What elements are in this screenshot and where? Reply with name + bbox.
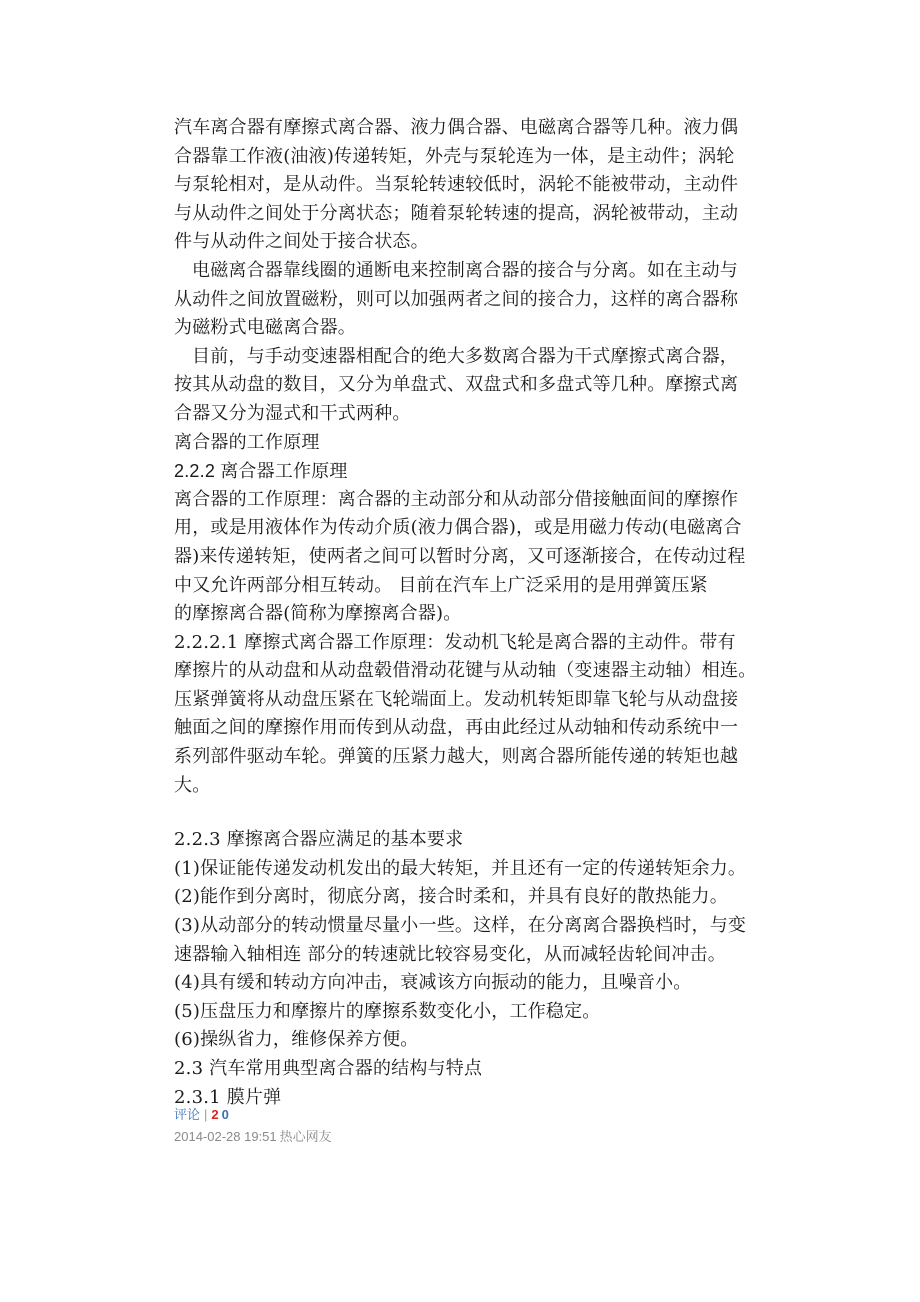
- text-line: 合器又分为湿式和干式两种。: [174, 402, 411, 424]
- post-meta: [174, 1126, 332, 1149]
- timestamp: 2014-02-28 19:51: [174, 1129, 277, 1144]
- requirement-item-3: [174, 912, 750, 969]
- paragraph-dry-friction: [174, 343, 750, 429]
- requirement-item-6: (6)操纵省力，维修保养方便。: [174, 1029, 419, 1051]
- section-heading: 离合器的工作原理: [174, 431, 320, 453]
- text-line: 按其从动盘的数目，又分为单盘式、双盘式和多盘式等几种。摩擦式离: [174, 374, 739, 396]
- text-line: 压紧弹簧将从动盘压紧在飞轮端面上。发动机转矩即靠飞轮与从动盘接: [174, 688, 739, 710]
- section-heading-2-2-2: 2.2.2 离合器工作原理: [174, 461, 348, 482]
- requirement-item-5: (5)压盘压力和摩擦片的摩擦系数变化小，工作稳定。: [174, 1000, 601, 1022]
- text-line: 从动件之间放置磁粉，则可以加强两者之间的接合力，这样的离合器称: [174, 288, 739, 310]
- text-line: 合器靠工作液(油液)传递转矩，外壳与泵轮连为一体，是主动件；涡轮: [174, 145, 735, 167]
- text-line: (3)从动部分的转动惯量尽量小一些。这样，在分离离合器换档时，与变: [174, 915, 747, 937]
- text-line: 中又允许两部分相互转动。 目前在汽车上广泛采用的是用弹簧压紧: [174, 574, 708, 596]
- section-heading-2-2-3: 2.2.3 摩擦离合器应满足的基本要求: [174, 829, 464, 851]
- requirement-item-1: (1)保证能传递发动机发出的最大转矩，并且还有一定的传递转矩余力。: [174, 857, 747, 879]
- text-line: 2.2.2.1 摩擦式离合器工作原理：发动机飞轮是离合器的主动件。带有: [174, 631, 736, 653]
- requirement-item-4: (4)具有缓和转动方向冲击，衰减该方向振动的能力，且噪音小。: [174, 972, 692, 994]
- requirement-item-2: (2)能作到分离时，彻底分离，接合时柔和，并具有良好的散热能力。: [174, 886, 728, 908]
- text-line: 为磁粉式电磁离合器。: [174, 317, 356, 339]
- paragraph-working-principle: [174, 486, 750, 629]
- text-line: 离合器的工作原理：离合器的主动部分和从动部分借接触面间的摩擦作: [174, 488, 739, 510]
- text-line: 与泵轮相对，是从动件。当泵轮转速较低时，涡轮不能被带动，主动件: [174, 174, 739, 196]
- text-line: 摩擦片的从动盘和从动盘毂借滑动花键与从动轴（变速器主动轴）相连。: [174, 660, 757, 682]
- author-name: 热心网友: [279, 1130, 332, 1145]
- text-line: 速器输入轴相连 部分的转速就比较容易变化，从而减轻齿轮间冲击。: [174, 943, 726, 965]
- text-line: 件与从动件之间处于接合状态。: [174, 231, 429, 253]
- text-line: 汽车离合器有摩擦式离合器、液力偶合器、电磁离合器等几种。液力偶: [174, 117, 739, 138]
- separator: |: [204, 1107, 208, 1122]
- text-line: 器)来传递转矩，使两者之间可以暂时分离，又可逐渐接合，在传动过程: [174, 545, 746, 567]
- comment-count-red[interactable]: 2: [211, 1107, 219, 1122]
- comment-bar: [174, 1104, 332, 1126]
- comment-link[interactable]: 评论: [174, 1107, 201, 1122]
- paragraph-clutch-types: [174, 114, 750, 257]
- section-heading-2-3: 2.3 汽车常用典型离合器的结构与特点: [174, 1058, 483, 1079]
- article-body: [174, 114, 757, 1112]
- paragraph-2-2-2-1: [174, 629, 757, 801]
- text-line: 用，或是用液体作为传动介质(液力偶合器)，或是用磁力传动(电磁离合: [174, 517, 742, 539]
- post-footer: [174, 1104, 332, 1149]
- text-line: 与从动件之间处于分离状态；随着泵轮转速的提高，涡轮被带动，主动: [174, 202, 739, 224]
- comment-count-blue[interactable]: 0: [221, 1107, 229, 1122]
- text-line: 电磁离合器靠线圈的通断电来控制离合器的接合与分离。如在主动与: [192, 259, 738, 281]
- text-line: 触面之间的摩擦作用而传到从动盘，再由此经过从动轴和传动系统中一: [174, 717, 739, 739]
- text-line: 的摩擦离合器(简称为摩擦离合器)。: [174, 603, 462, 625]
- blank-gap: [174, 800, 750, 826]
- text-line: 大。: [174, 774, 211, 796]
- section-heading-2-3-1: 2.3.1 膜片弹: [174, 1086, 282, 1108]
- text-line: 系列部件驱动车轮。弹簧的压紧力越大，则离合器所能传递的转矩也越: [174, 746, 739, 768]
- text-line: 目前，与手动变速器相配合的绝大多数离合器为干式摩擦式离合器，: [192, 345, 738, 367]
- paragraph-electromagnetic: [174, 257, 750, 343]
